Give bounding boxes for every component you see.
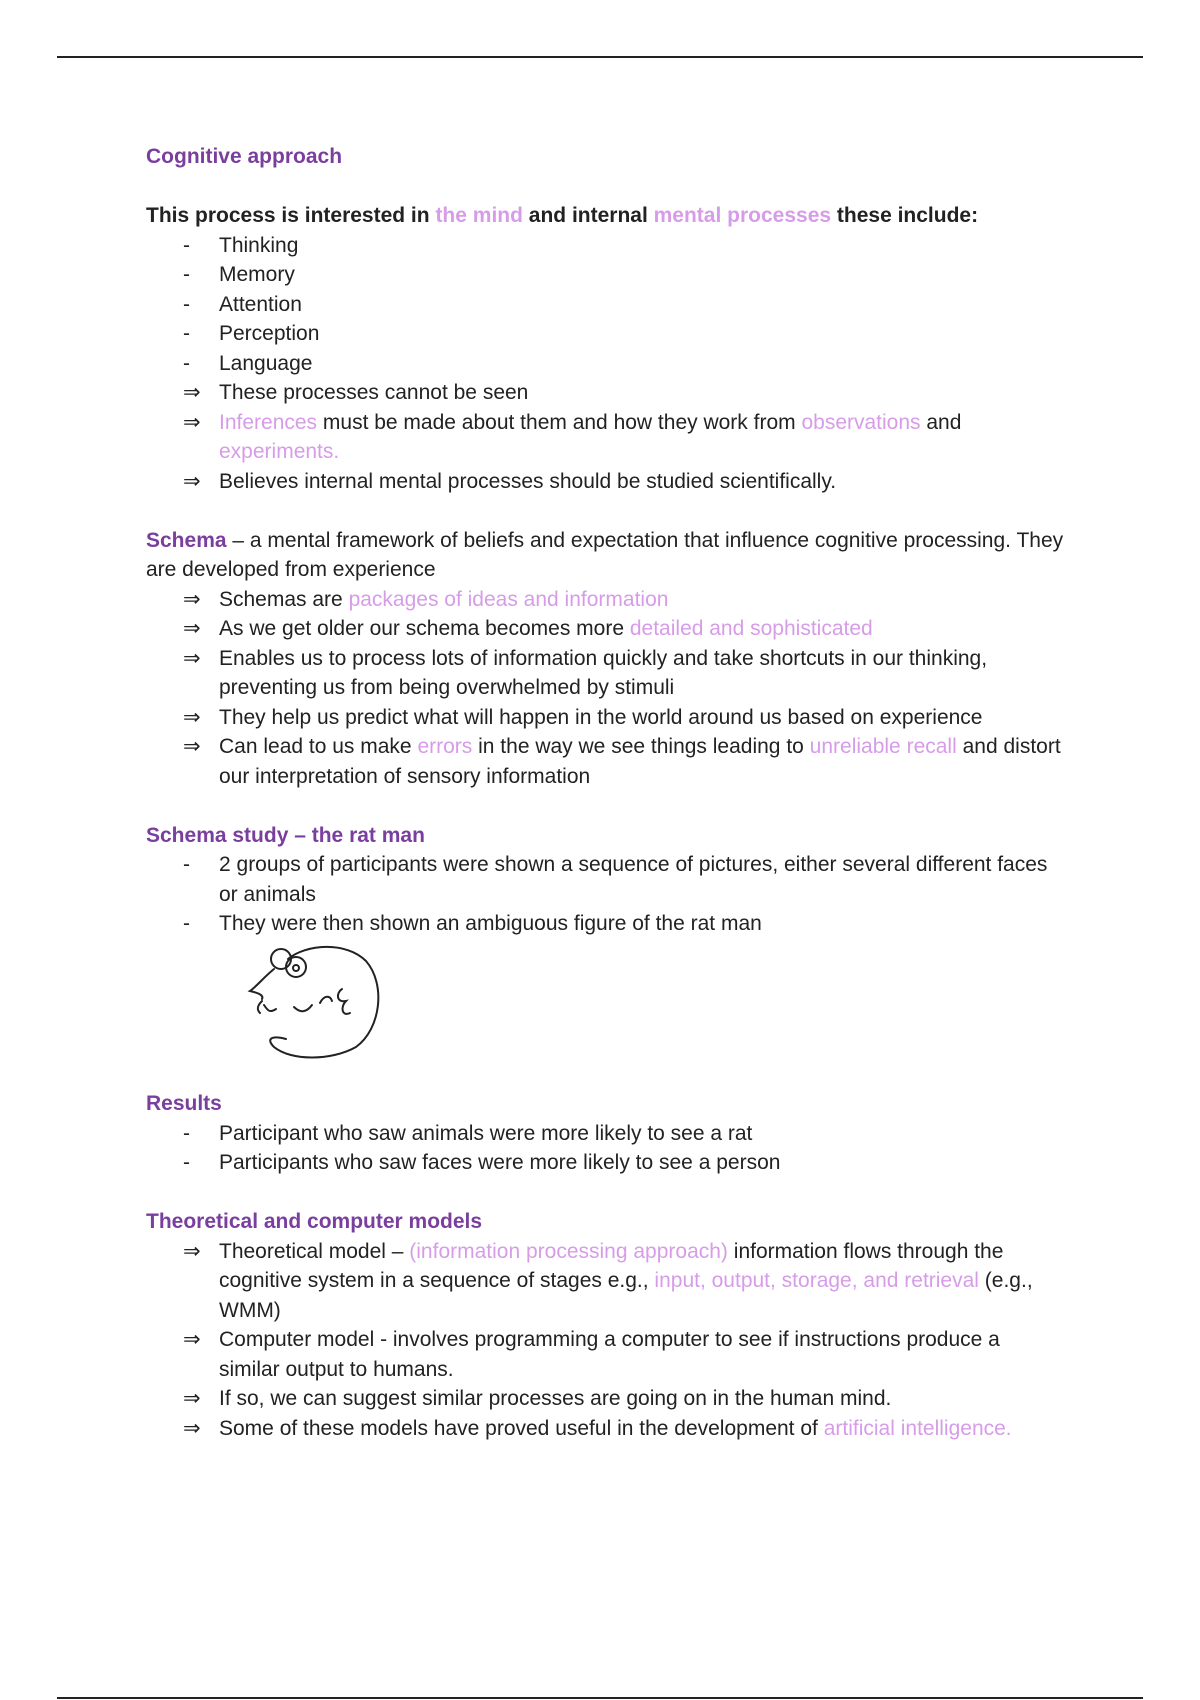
list-item-text: Computer model - involves programming a computer to see if instructions produce a similar output to humans.: [219, 1328, 1000, 1381]
rat-man-figure: [236, 939, 386, 1064]
list-item-text: Enables us to process lots of information quickly and take shortcuts in our thinking, preventing us from being overwhelmed by stimuli: [219, 646, 988, 699]
arrow-marker: ⇒: [183, 646, 201, 670]
list-item-text: Language: [219, 351, 313, 375]
list-item-text: Schemas are: [219, 587, 349, 611]
list-item-text: They were then shown an ambiguous figure of the rat man: [219, 912, 762, 935]
dash-marker: -: [183, 351, 190, 375]
document-content: [146, 142, 1066, 1443]
list-item-text: Thinking: [219, 233, 299, 257]
list-item: [146, 231, 1066, 261]
list-item-text: Participants who saw faces were more likely to see a person: [219, 1151, 781, 1174]
list-item-text: Perception: [219, 322, 320, 345]
schema-list: [146, 585, 1066, 792]
list-item-text: and: [920, 410, 962, 434]
list-item: [146, 1119, 1066, 1149]
section-title-cognitive-approach: Cognitive approach: [146, 145, 343, 168]
list-item: [146, 703, 1066, 733]
list-item: [146, 349, 1066, 379]
list-item-text: in the way we see things leading to: [472, 735, 810, 758]
list-item-text: 2 groups of participants were shown a sequence of pictures, either several different faces or animals: [219, 853, 1048, 906]
highlight-mental-processes: mental processes: [653, 204, 832, 227]
list-item-text: information flows through the cognitive system in a sequence of stages e.g.,: [219, 1239, 1004, 1292]
list-item: [146, 260, 1066, 290]
section-title-schema-study: Schema study – the rat man: [146, 823, 425, 847]
list-item-text: Participant who saw animals were more likely to see a rat: [219, 1121, 753, 1145]
list-item-text: Theoretical model –: [219, 1239, 410, 1263]
dash-marker: -: [183, 1121, 190, 1145]
list-item: [146, 1148, 1066, 1178]
list-item: [146, 1384, 1066, 1414]
arrow-marker: ⇒: [183, 587, 201, 611]
list-item: [146, 732, 1066, 791]
intro-text: and internal: [522, 204, 654, 227]
highlight-the-mind: the mind: [435, 204, 523, 227]
highlight-information-processing: (information processing approach): [409, 1239, 728, 1263]
list-item-text: If so, we can suggest similar processes are going on in the human mind.: [219, 1387, 892, 1410]
study-list: [146, 850, 1066, 939]
highlight-detailed: detailed and sophisticated: [629, 617, 873, 640]
list-item-text: As we get older our schema becomes more: [219, 617, 630, 640]
bottom-rule: [57, 1697, 1143, 1699]
list-item-text: Can lead to us make: [219, 735, 418, 758]
list-item-text: Some of these models have proved useful in the development of: [219, 1416, 824, 1440]
list-item: [146, 1325, 1066, 1384]
arrow-marker: ⇒: [183, 381, 201, 404]
intro-text: these include:: [831, 204, 979, 227]
list-item: [146, 378, 1066, 408]
highlight-errors: errors: [417, 735, 473, 758]
highlight-unreliable-recall: unreliable recall: [809, 735, 957, 758]
dash-marker: -: [183, 912, 190, 935]
arrow-marker: ⇒: [183, 1416, 201, 1440]
list-item: [146, 408, 1066, 467]
arrow-marker: ⇒: [183, 469, 201, 493]
intro-sentence: [146, 201, 1066, 231]
highlight-stages: input, output, storage, and retrieval: [654, 1269, 979, 1292]
list-item: [146, 909, 1066, 939]
list-item-text: (e.g., WMM): [219, 1269, 1033, 1322]
list-item-text: must be made about them and how they work from: [317, 410, 802, 434]
arrow-marker: ⇒: [183, 1387, 201, 1410]
schema-definition: [146, 526, 1066, 585]
dash-marker: -: [183, 322, 190, 345]
list-item: [146, 614, 1066, 644]
list-item: [146, 1414, 1066, 1444]
results-list: [146, 1119, 1066, 1178]
highlight-packages: packages of ideas and information: [348, 587, 669, 611]
section-title-models: Theoretical and computer models: [146, 1210, 483, 1233]
dash-marker: -: [183, 233, 190, 257]
models-list: [146, 1237, 1066, 1444]
highlight-experiments: experiments.: [219, 440, 340, 463]
dash-marker: -: [183, 853, 190, 876]
intro-text: This process is interested in: [146, 204, 436, 227]
list-item: [146, 290, 1066, 320]
dash-marker: -: [183, 1151, 190, 1174]
list-item: [146, 319, 1066, 349]
section-title-results: Results: [146, 1092, 222, 1115]
highlight-inferences: Inferences: [219, 410, 318, 434]
top-rule: [57, 56, 1143, 58]
dash-marker: -: [183, 263, 190, 286]
list-item: [146, 850, 1066, 909]
list-item-text: Memory: [219, 263, 295, 286]
arrow-marker: ⇒: [183, 735, 201, 758]
list-item-text: Believes internal mental processes should be studied scientifically.: [219, 469, 837, 493]
list-item-text: These processes cannot be seen: [219, 381, 529, 404]
list-item: [146, 1237, 1066, 1326]
process-list: [146, 231, 1066, 497]
dash-marker: -: [183, 292, 190, 316]
arrow-marker: ⇒: [183, 617, 201, 640]
schema-definition-text: – a mental framework of beliefs and expectation that influence cognitive processing. They are developed from experience: [146, 528, 1064, 581]
schema-term: Schema: [146, 528, 227, 552]
list-item-text: and distort our interpretation of sensory information: [219, 735, 1061, 788]
list-item: [146, 467, 1066, 497]
highlight-artificial-intelligence: artificial intelligence.: [823, 1416, 1012, 1440]
arrow-marker: ⇒: [183, 1239, 201, 1263]
rat-man-figure-row: [146, 939, 1066, 1119]
list-item: [146, 644, 1066, 703]
list-item: [146, 585, 1066, 615]
highlight-observations: observations: [801, 410, 921, 434]
arrow-marker: ⇒: [183, 1328, 201, 1351]
arrow-marker: ⇒: [183, 410, 201, 434]
list-item-text: They help us predict what will happen in the world around us based on experience: [219, 705, 983, 729]
arrow-marker: ⇒: [183, 705, 201, 729]
list-item-text: Attention: [219, 292, 302, 316]
